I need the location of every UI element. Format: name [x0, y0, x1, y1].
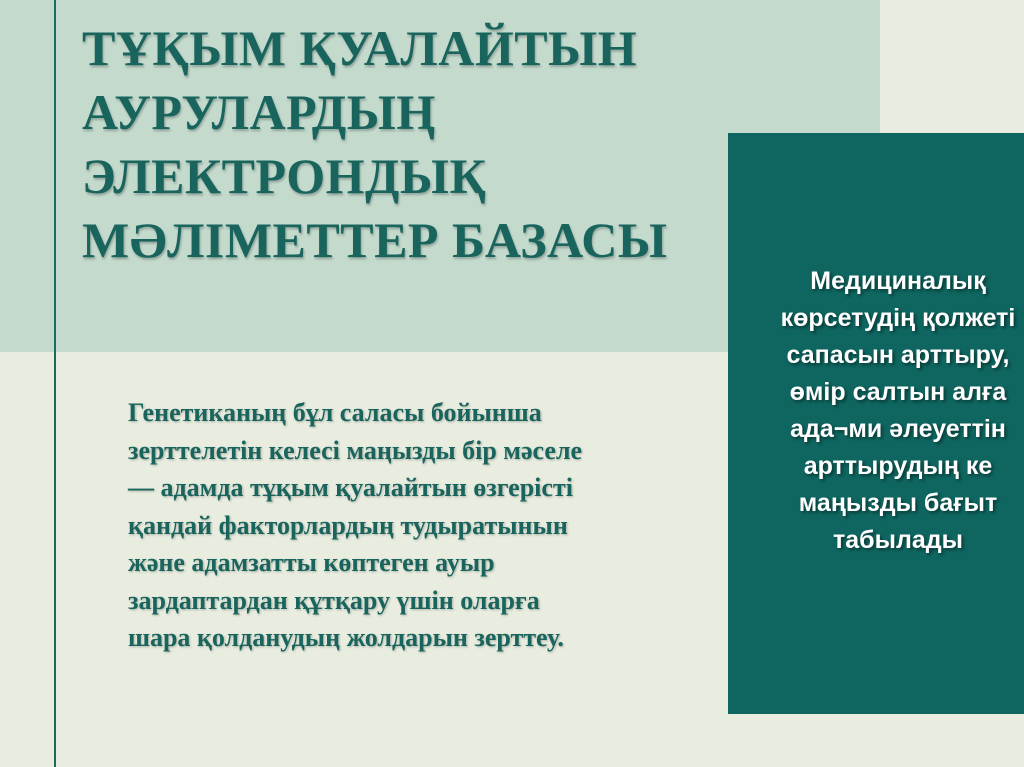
side-line: табылады	[833, 526, 963, 554]
slide-title	[82, 16, 722, 272]
side-line: арттырудың ке	[803, 452, 993, 480]
side-line: өмір салтын алға	[789, 378, 1007, 406]
side-paragraph	[743, 263, 1024, 559]
title-line: ЭЛЕКТРОНДЫҚ	[82, 148, 487, 204]
side-line: Медициналық	[810, 267, 986, 295]
body-line: Генетиканың бұл саласы бойынша	[128, 398, 542, 427]
title-line: ТҰҚЫМ ҚУАЛАЙТЫН	[82, 20, 638, 76]
title-line: МӘЛІМЕТТЕР БАЗАСЫ	[82, 212, 668, 268]
side-line: көрсетудің қолжеті	[780, 304, 1016, 332]
body-line: — адамда тұқым қуалайтын өзгерісті	[128, 473, 573, 502]
side-line: сапасын арттыру,	[786, 341, 1010, 369]
body-line: қандай факторлардың тудыратынын	[128, 510, 568, 540]
vertical-divider	[54, 0, 56, 767]
body-paragraph	[128, 394, 728, 657]
side-line: ада¬ми әлеуеттін	[790, 415, 1006, 443]
body-line: зерттелетін келесі маңызды бір мәселе	[128, 435, 583, 465]
body-line: шара қолданудың жолдарын зерттеу.	[128, 623, 564, 652]
title-line: АУРУЛАРДЫҢ	[82, 84, 436, 140]
side-text-box	[728, 133, 1024, 714]
body-line: және адамзатты көптеген ауыр	[128, 548, 495, 577]
body-line: зардаптардан құтқару үшін оларға	[128, 585, 540, 615]
side-line: маңызды бағыт	[798, 489, 998, 517]
